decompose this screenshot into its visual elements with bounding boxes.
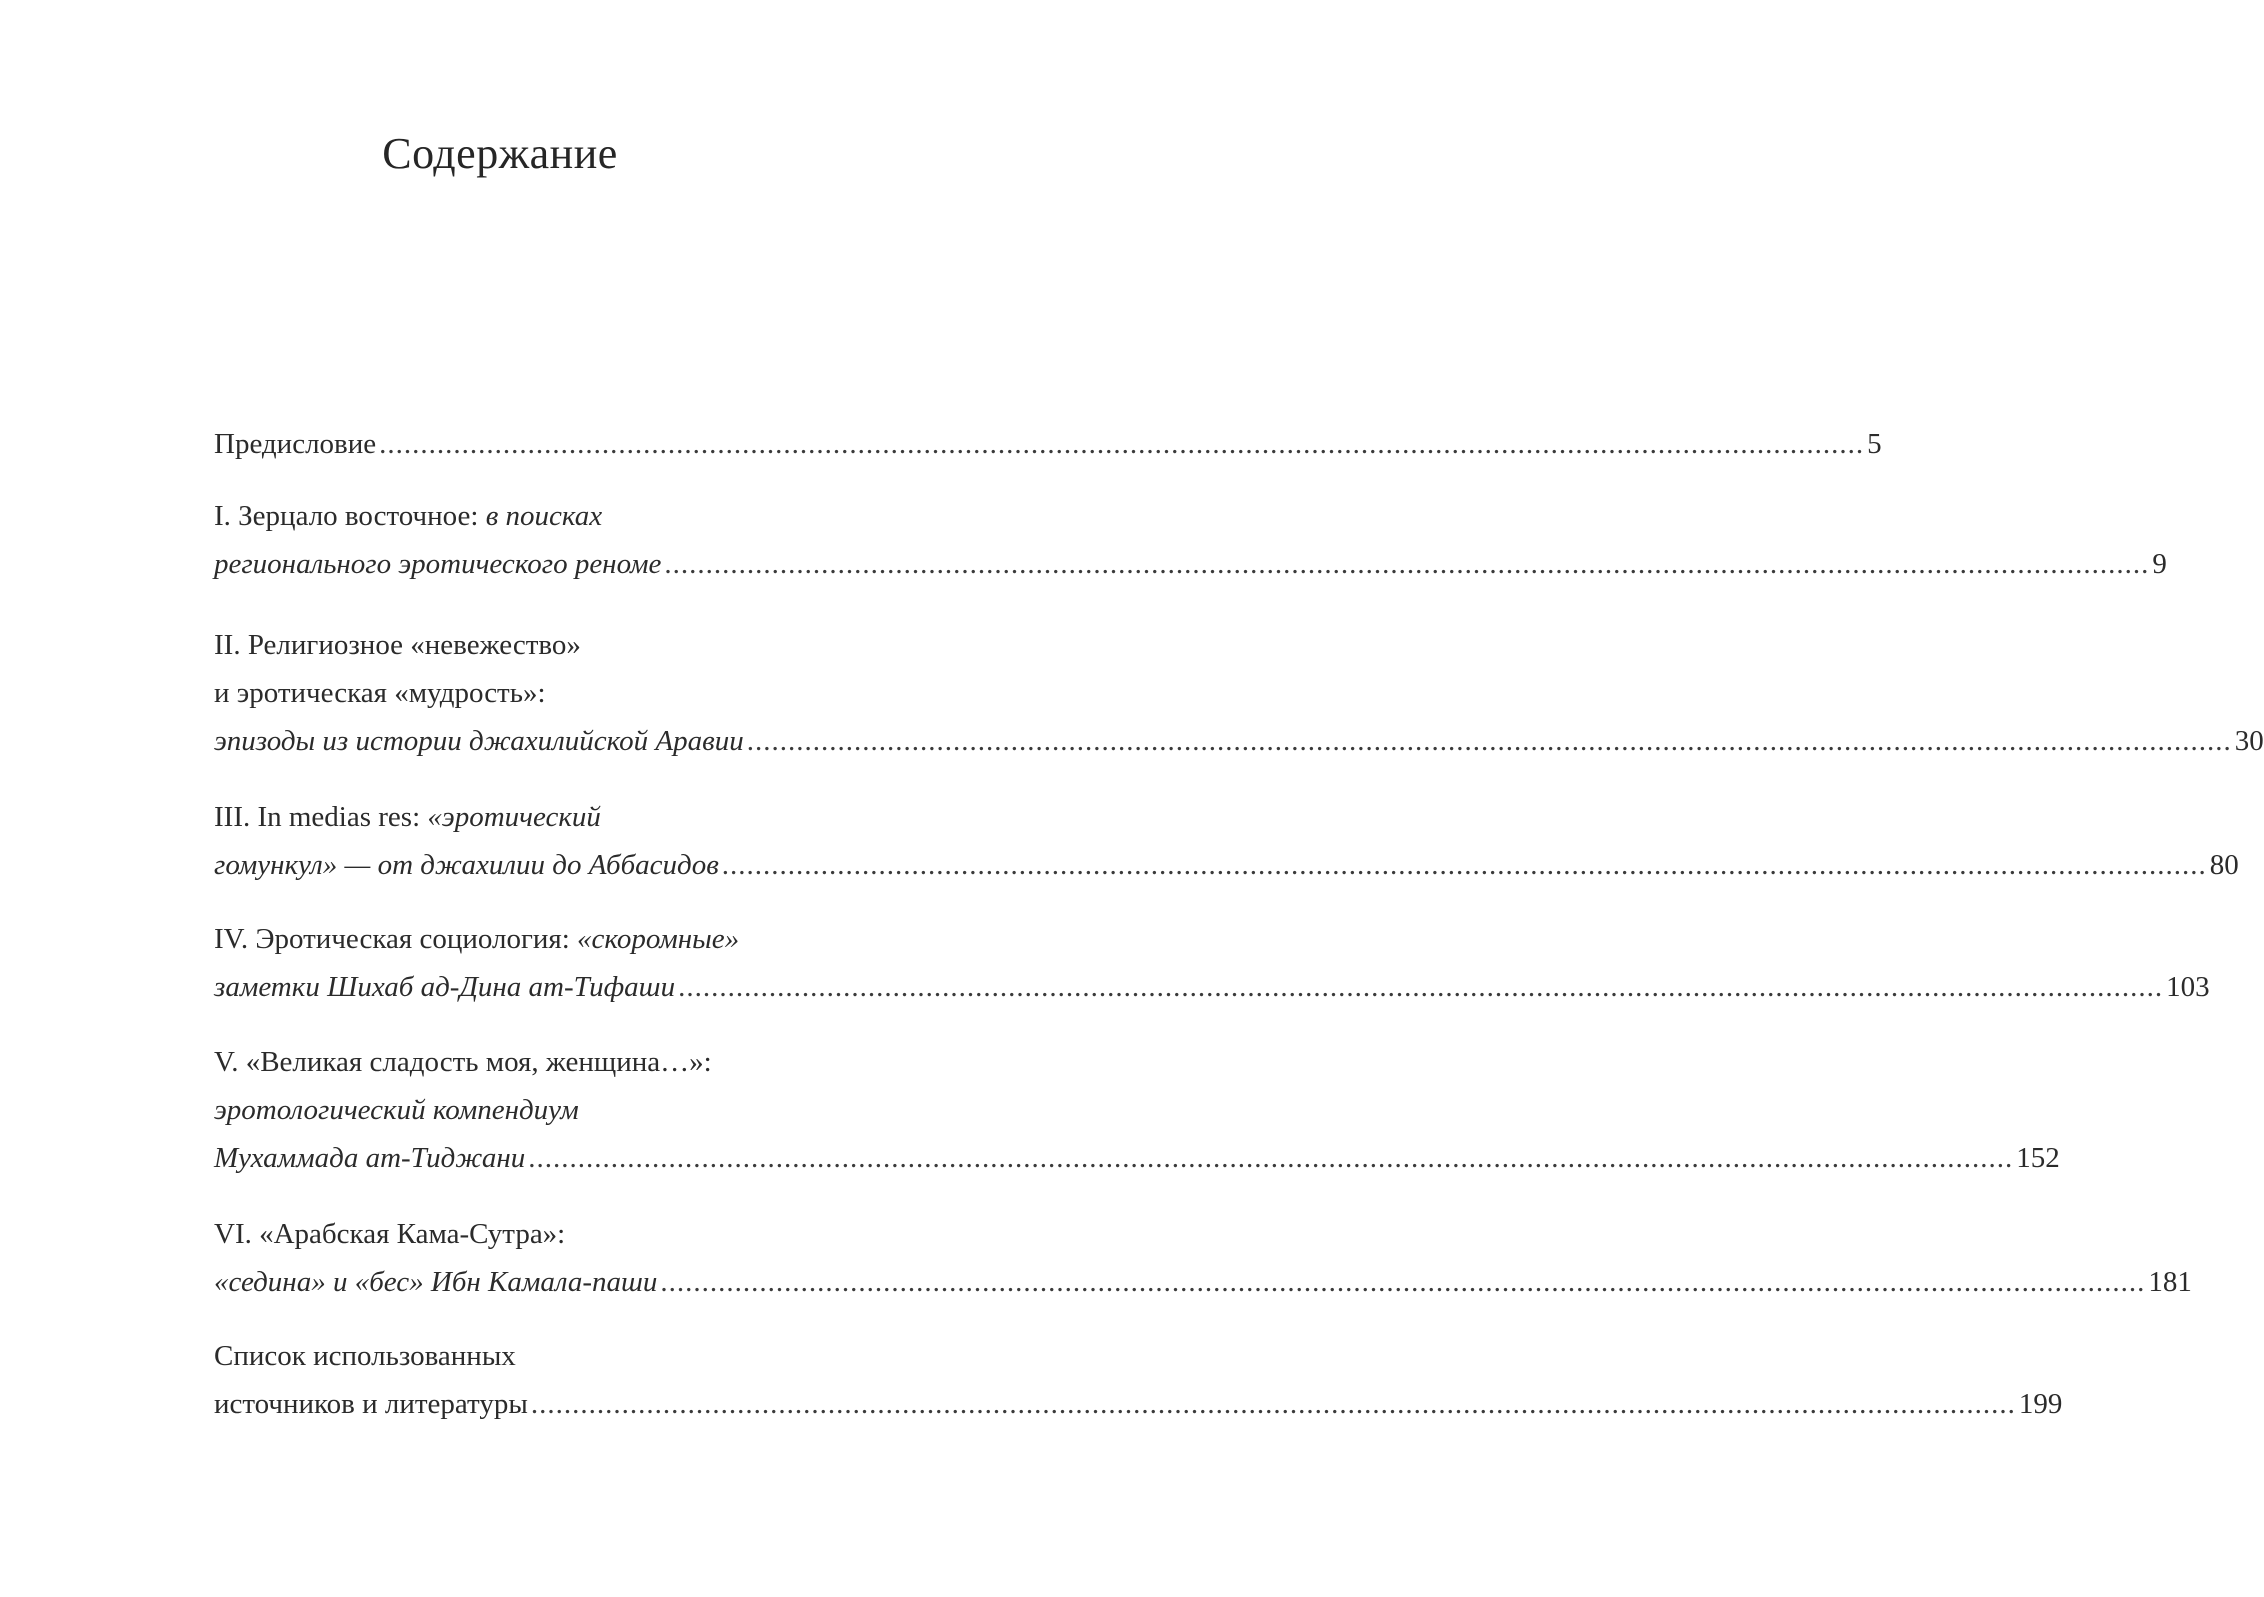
toc-entry-line xyxy=(214,621,882,669)
toc-page-number: 181 xyxy=(2148,1266,2192,1298)
toc-entry xyxy=(214,1210,2192,1306)
toc-entry-line xyxy=(214,492,882,540)
dot-leader: .................................................................................................................................................................................... xyxy=(379,428,1865,460)
toc-entry-title xyxy=(214,1380,528,1428)
toc-title-segment: «седина» и «бес» Ибн Камала-паши xyxy=(214,1266,658,1298)
toc-entry-line xyxy=(214,793,882,841)
toc-entry-title xyxy=(214,629,581,661)
toc-entry xyxy=(214,621,2264,765)
toc-entry-title xyxy=(214,1218,565,1250)
toc-entry-line xyxy=(214,420,1882,468)
toc-entry-line xyxy=(214,717,2264,765)
toc-page-number: 103 xyxy=(2166,971,2210,1003)
toc-title-segment: в поисках xyxy=(485,500,603,532)
toc-entry xyxy=(214,1038,2060,1182)
toc-entry-title xyxy=(214,540,661,588)
toc-entry-line xyxy=(214,963,2210,1011)
toc-entry-line xyxy=(214,1038,882,1086)
toc-title-segment: II. Религиозное «невежество» xyxy=(214,629,581,661)
toc-title-segment: VI. «Арабская Кама-Сутра»: xyxy=(214,1218,566,1250)
toc-entry-title xyxy=(214,963,675,1011)
toc-page-number: 152 xyxy=(2016,1142,2060,1174)
toc-title-segment: IV. Эротическая социология: xyxy=(214,923,578,955)
toc-page-number: 9 xyxy=(2152,548,2167,580)
toc-entry-title xyxy=(214,923,739,955)
toc-title-segment: Предисловие xyxy=(214,428,377,460)
toc-title-segment: V. «Великая сладость моя, женщина…»: xyxy=(214,1046,712,1078)
toc-entry-title xyxy=(214,801,601,833)
dot-leader: .................................................................................................................................................................................... xyxy=(678,971,2164,1003)
toc-entry-title xyxy=(214,717,744,765)
toc-page-number: 5 xyxy=(1867,428,1882,460)
toc-entry-line xyxy=(214,1086,882,1134)
toc-title-segment: I. Зерцало восточное: xyxy=(214,500,486,532)
toc-title-segment: III. In medias res: xyxy=(214,801,428,833)
toc-title-segment: и эротическая «мудрость»: xyxy=(214,677,546,709)
toc-entry xyxy=(214,793,2239,889)
toc-title-segment: «эротический xyxy=(427,801,601,833)
toc-entry-title xyxy=(214,841,719,889)
toc-title-segment: Мухаммада ат-Тиджани xyxy=(214,1142,526,1174)
toc-entry-title xyxy=(214,677,546,709)
toc-entry-title xyxy=(214,1094,579,1126)
toc-entry-line xyxy=(214,669,882,717)
toc-title-segment: Список использованных xyxy=(214,1340,516,1372)
dot-leader: .................................................................................................................................................................................... xyxy=(664,548,2150,580)
toc-page-number: 199 xyxy=(2018,1388,2063,1420)
toc-entry-line xyxy=(214,1258,2192,1306)
dot-leader: .................................................................................................................................................................................... xyxy=(721,849,2207,881)
toc-entry-title xyxy=(214,1258,657,1306)
toc-entry-title xyxy=(214,1046,712,1078)
toc-entry-line xyxy=(214,540,2167,588)
toc-title-segment: регионального эротического реноме xyxy=(214,548,662,580)
toc-entry xyxy=(214,492,2167,588)
toc-entry-title xyxy=(214,1340,516,1372)
toc-entry-title xyxy=(214,500,602,532)
toc-entry-line xyxy=(214,915,882,963)
toc-title-segment: эротологический компендиум xyxy=(214,1094,579,1126)
dot-leader: .................................................................................................................................................................................... xyxy=(746,725,2232,757)
toc-title-segment: гомункул» — от джахилии до Аббасидов xyxy=(214,849,719,881)
toc-title-segment: заметки Шихаб ад-Дина ат-Тифаши xyxy=(214,971,676,1003)
toc-entry xyxy=(214,915,2210,1011)
toc-entry-line xyxy=(214,1380,2063,1428)
toc-title-segment: источников и литературы xyxy=(214,1388,528,1420)
toc-entry-title xyxy=(214,420,376,468)
toc-entry-title xyxy=(214,1134,525,1182)
toc-entry xyxy=(214,420,1882,468)
toc-entry-line xyxy=(214,841,2239,889)
toc-entry-line xyxy=(214,1210,882,1258)
toc-title-segment: «скоромные» xyxy=(577,923,740,955)
dot-leader: .................................................................................................................................................................................... xyxy=(530,1388,2016,1420)
toc-page-number: 30 xyxy=(2234,725,2264,757)
toc-title-segment: эпизоды из истории джахилийской Аравии xyxy=(214,725,744,757)
toc-entry-line xyxy=(214,1134,2060,1182)
dot-leader: .................................................................................................................................................................................... xyxy=(528,1142,2014,1174)
toc-entry-line xyxy=(214,1332,882,1380)
dot-leader: .................................................................................................................................................................................... xyxy=(660,1266,2146,1298)
toc-page-number: 80 xyxy=(2209,849,2239,881)
toc-entry xyxy=(214,1332,2063,1428)
page-title: Содержание xyxy=(382,129,618,178)
